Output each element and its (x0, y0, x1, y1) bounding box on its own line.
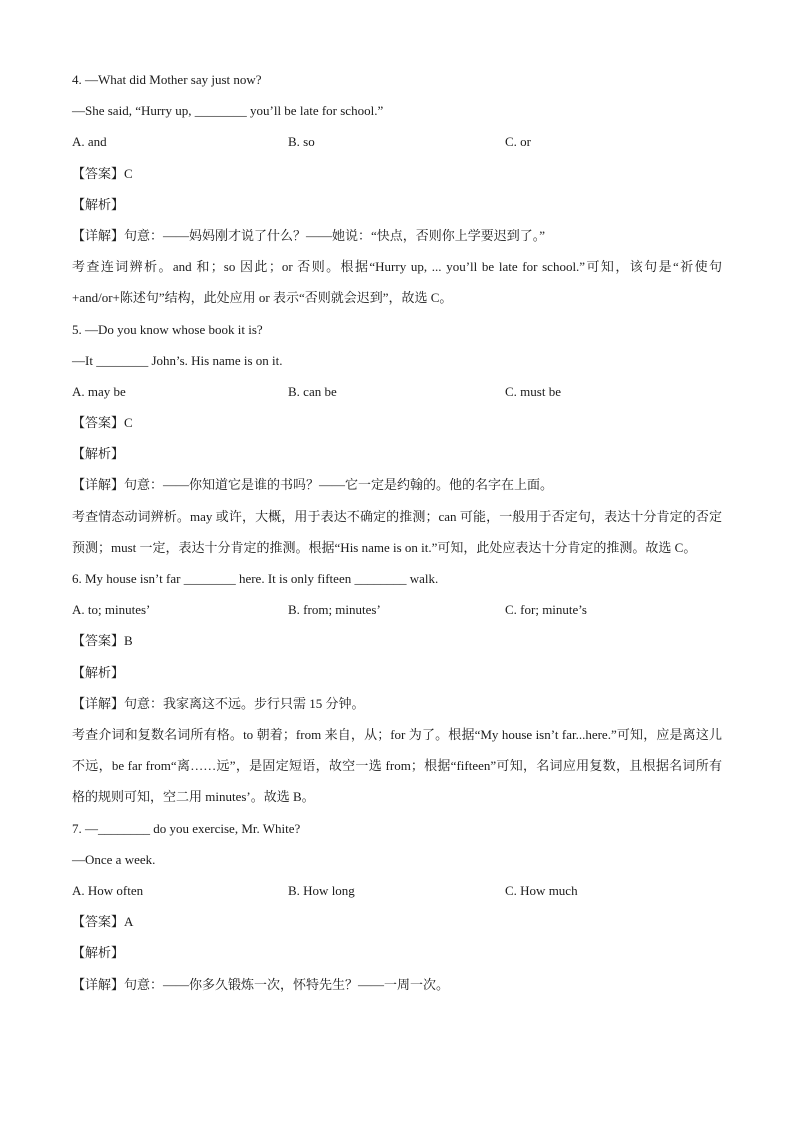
question-6-options (72, 594, 722, 625)
option-b: B. How long (288, 882, 355, 898)
question-5-analysis-label: 【解析】 (72, 446, 125, 462)
question-4-explanation: 考查连词辨析。and 和；so 因此；or 否则。根据“Hurry up, ... you’ll be late for school.”可知，该句是“祈使句+and/or+陈述句”结构，此处应用 or 表示“否则就会迟到”，故选 C。 (72, 259, 722, 306)
question-4-options (72, 126, 722, 157)
option-c: C. must be (505, 383, 561, 399)
question-5-stem: 5. —Do you know whose book it is? (72, 321, 263, 337)
option-a: A. may be (72, 383, 126, 399)
question-6-detail: 【详解】句意：我家离这不远。步行只需 15 分钟。 (72, 695, 365, 711)
option-c: C. for; minute’s (505, 602, 587, 618)
question-7-analysis-label: 【解析】 (72, 945, 125, 961)
option-a: A. How often (72, 882, 144, 898)
question-7-line2: —Once a week. (72, 851, 156, 867)
question-5-answer: 【答案】C (72, 415, 133, 431)
question-6-analysis-label: 【解析】 (72, 664, 125, 680)
question-4-line2: —She said, “Hurry up, ________ you’ll be late for school.” (72, 103, 384, 119)
option-b: B. from; minutes’ (288, 602, 381, 618)
question-4-detail: 【详解】句意：——妈妈刚才说了什么？——她说：“快点，否则你上学要迟到了。” (72, 227, 546, 243)
question-5-explanation: 考查情态动词辨析。may 或许，大概，用于表达不确定的推测；can 可能，一般用于否定句，表达十分肯定的否定预测；must 一定，表达十分肯定的推测。根据“His name is on it.”可知，此处应表达十分肯定的推测。故选 C。 (72, 508, 722, 555)
question-6-stem: 6. My house isn’t far ________ here. It is only fifteen ________ walk. (72, 571, 439, 587)
question-5-options (72, 376, 722, 407)
option-c: C. How much (505, 882, 578, 898)
question-6-explanation: 考查介词和复数名词所有格。to 朝着；from 来自，从；for 为了。根据“My house isn’t far...here.”可知，应是离这儿不远，be far from“离……远”，是固定短语，故空一选 from；根据“fifteen”可知，名词应用复数，且根据名词所有格的规则可知，空二用 minutes’。故选 B。 (72, 727, 722, 805)
option-a: A. and (72, 134, 107, 150)
question-5-detail: 【详解】句意：——你知道它是谁的书吗？——它一定是约翰的。他的名字在上面。 (72, 477, 554, 493)
question-7-answer: 【答案】A (72, 914, 134, 930)
question-5-line2: —It ________ John’s. His name is on it. (72, 352, 283, 368)
option-b: B. so (288, 134, 315, 150)
document-page (72, 64, 722, 1000)
question-6-answer: 【答案】B (72, 633, 133, 649)
question-7-detail: 【详解】句意：——你多久锻炼一次，怀特先生？——一周一次。 (72, 976, 450, 992)
question-4-answer: 【答案】C (72, 165, 133, 181)
option-a: A. to; minutes’ (72, 602, 151, 618)
question-7-options (72, 875, 722, 906)
question-4-analysis-label: 【解析】 (72, 196, 125, 212)
option-c: C. or (505, 134, 531, 150)
option-b: B. can be (288, 383, 337, 399)
question-7-stem: 7. —________ do you exercise, Mr. White? (72, 820, 301, 836)
question-4-stem: 4. —What did Mother say just now? (72, 72, 262, 87)
